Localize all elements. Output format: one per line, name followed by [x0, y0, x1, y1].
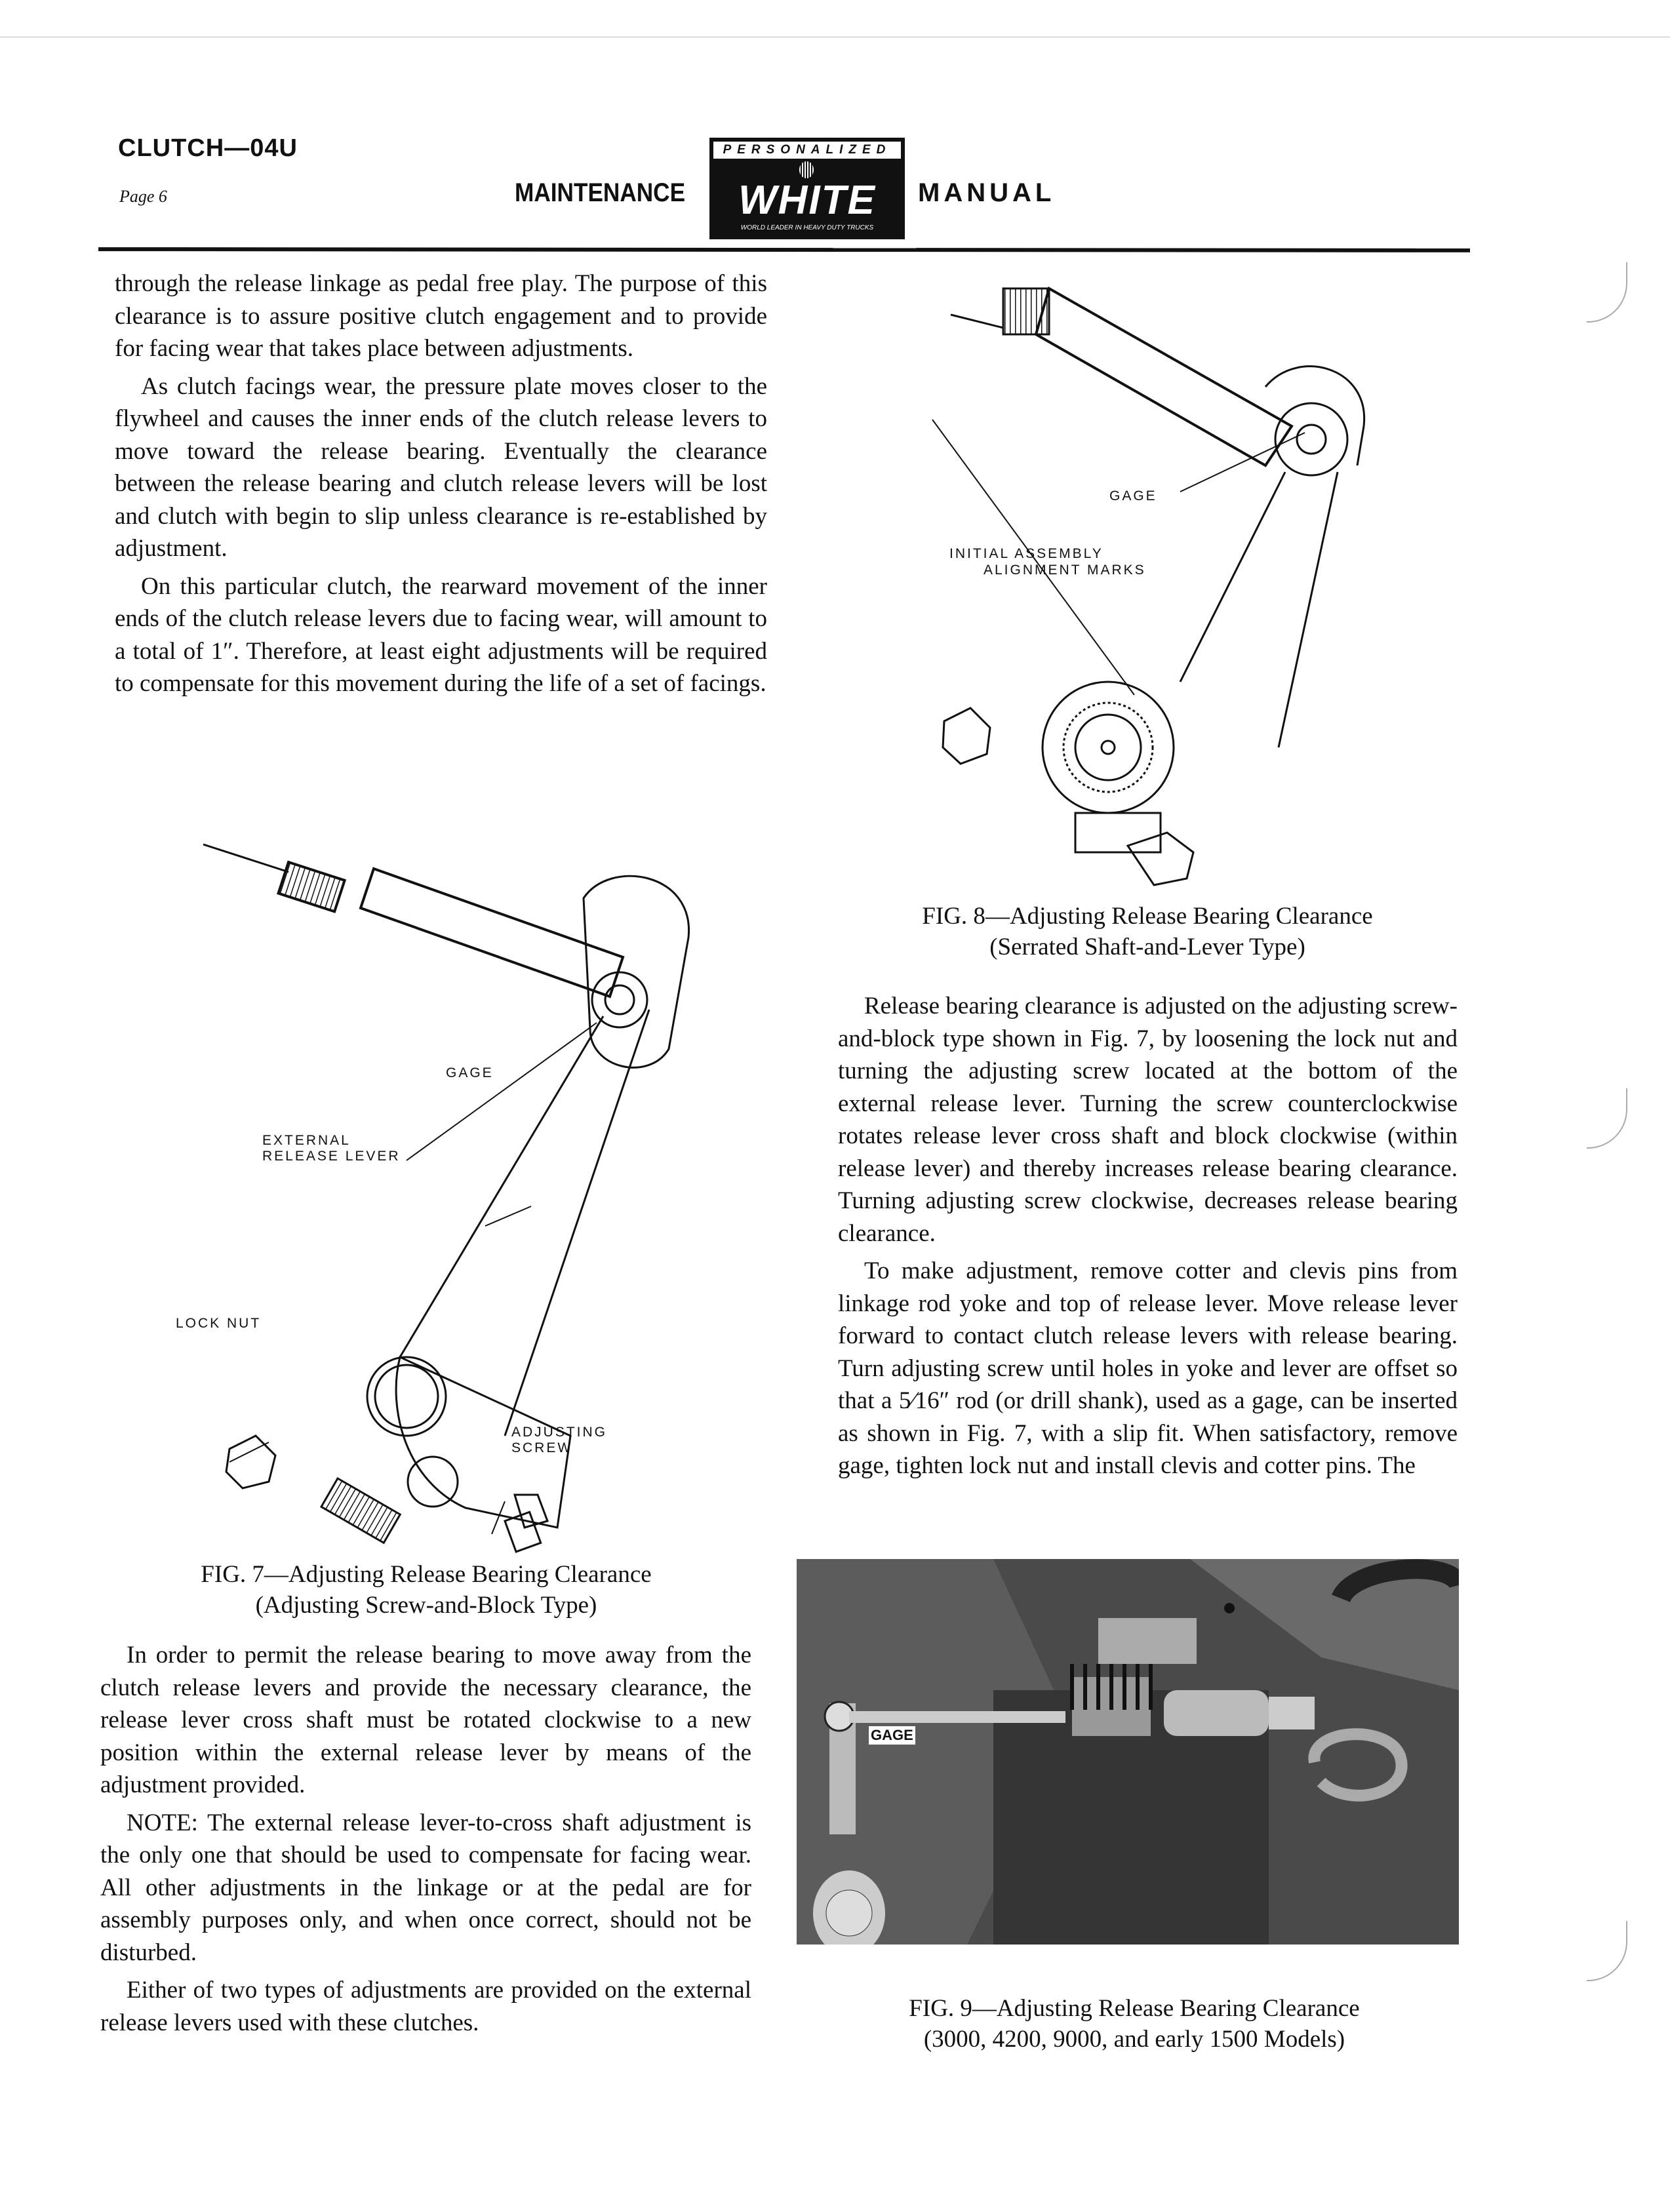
fig7-label-adjusting: ADJUSTING: [511, 1425, 608, 1440]
fig8-label-initial-assembly: INITIAL ASSEMBLY: [949, 546, 1103, 561]
left-text-top: [115, 267, 767, 705]
section-code: CLUTCH—04U: [118, 134, 298, 162]
logo-tagline: WORLD LEADER IN HEAVY DUTY TRUCKS: [740, 224, 874, 231]
logo-brand: WHITE: [738, 178, 876, 223]
title-maintenance: MAINTENANCE: [515, 178, 686, 207]
paragraph: through the release linkage as pedal free play. The purpose of this clearance is to assure positive clutch engagement and to provide for facing wear that takes place between adjustments.: [115, 270, 767, 362]
paragraph: In order to permit the release bearing to move away from the clutch release levers and provide the necessary clearance, the release lever cross shaft must be rotated clockwise to a new position within the external release lever by means of the adjustment provided.: [100, 1642, 751, 1798]
logo-personalized: PERSONALIZED: [713, 142, 901, 159]
paragraph: On this particular clutch, the rearward movement of the inner ends of the clutch release levers due to facing wear, will amount to a total of 1″. Therefore, at least eight adjustments will be required to compensate for this movement during the life of a set of facings.: [115, 572, 767, 697]
paragraph: To make adjustment, remove cotter and clevis pins from linkage rod yoke and top of release lever. Move release lever forward to contact clutch release levers with release bearing. Turn adjusting screw until holes in yoke and lever are offset so that a 5⁄16″ rod (or drill shank), used as a gage, can be inserted as shown in Fig. 7, with a slip fit. When satisfactory, remove gage, tighten lock nut and install clevis and cotter pins. The: [838, 1257, 1458, 1479]
fig7-caption-line2: (Adjusting Screw-and-Block Type): [255, 1592, 597, 1619]
right-text: [838, 990, 1458, 1488]
fig7-drawing: [190, 833, 715, 1554]
left-text-bottom: [100, 1639, 751, 2044]
page-number: Page 6: [119, 187, 167, 206]
hole-punch-mark: [1587, 1088, 1627, 1149]
fig7-label-release-lever: RELEASE LEVER: [262, 1149, 401, 1164]
header-rule: [98, 247, 1470, 252]
paragraph: NOTE: The external release lever-to-cross shaft adjustment is the only one that should be used to compensate for facing wear. All other adjustments in the linkage or at the pedal are for assembly purposes only, and when once correct, should not be disturbed.: [100, 1809, 751, 1966]
fig9-caption: [813, 1993, 1456, 2055]
fig9-photo: [797, 1559, 1459, 1945]
fig7-caption-line1: FIG. 7—Adjusting Release Bearing Clearance: [201, 1561, 652, 1588]
fig8-label-gage: GAGE: [1109, 488, 1157, 504]
fig7-label-external: EXTERNAL: [262, 1133, 351, 1148]
paragraph: Release bearing clearance is adjusted on the adjusting screw-and-block type shown in Fig. 7, by loosening the lock nut and turning the adjusting screw located at the bottom of the external release lever. Turning the screw counterclockwise rotates release lever cross shaft and block clockwise (within release lever) and thereby increases release bearing clearance. Turning adjusting screw clockwise, decreases release bearing clearance.: [838, 993, 1458, 1247]
paragraph: Either of two types of adjustments are provided on the external release levers used with these clutches.: [100, 1977, 751, 2036]
white-logo: [709, 138, 905, 239]
fig7-label-screw: SCREW: [511, 1440, 573, 1455]
title-manual: MANUAL: [918, 178, 1056, 207]
hole-punch-mark: [1587, 1921, 1627, 1981]
fig7-label-gage: GAGE: [446, 1065, 494, 1080]
globe-icon: [799, 161, 814, 178]
fig8-caption-line1: FIG. 8—Adjusting Release Bearing Clearance: [922, 903, 1373, 930]
fig8-caption: [833, 901, 1462, 962]
fig8-drawing: [931, 275, 1403, 892]
fig9-photo-illustration: [797, 1559, 1459, 1945]
hole-punch-mark: [1587, 262, 1627, 323]
fig9-gage-label: GAGE: [869, 1726, 915, 1745]
fig9-caption-line1: FIG. 9—Adjusting Release Bearing Clearance: [909, 1995, 1360, 2022]
fig8-caption-line2: (Serrated Shaft-and-Lever Type): [989, 934, 1305, 960]
fig8-label-alignment-marks: ALIGNMENT MARKS: [984, 563, 1146, 578]
paragraph: As clutch facings wear, the pressure plate moves closer to the flywheel and causes the inner ends of the clutch release levers to move toward the release bearing. Eventually the clearance between the release bearing and clutch release levers will be lost and clutch with begin to slip unless clearance is re-established by adjustment.: [115, 372, 767, 562]
fig7-label-lock-nut: LOCK NUT: [176, 1316, 262, 1331]
fig7-caption: [118, 1559, 734, 1621]
fig9-caption-line2: (3000, 4200, 9000, and early 1500 Models): [923, 2026, 1345, 2053]
